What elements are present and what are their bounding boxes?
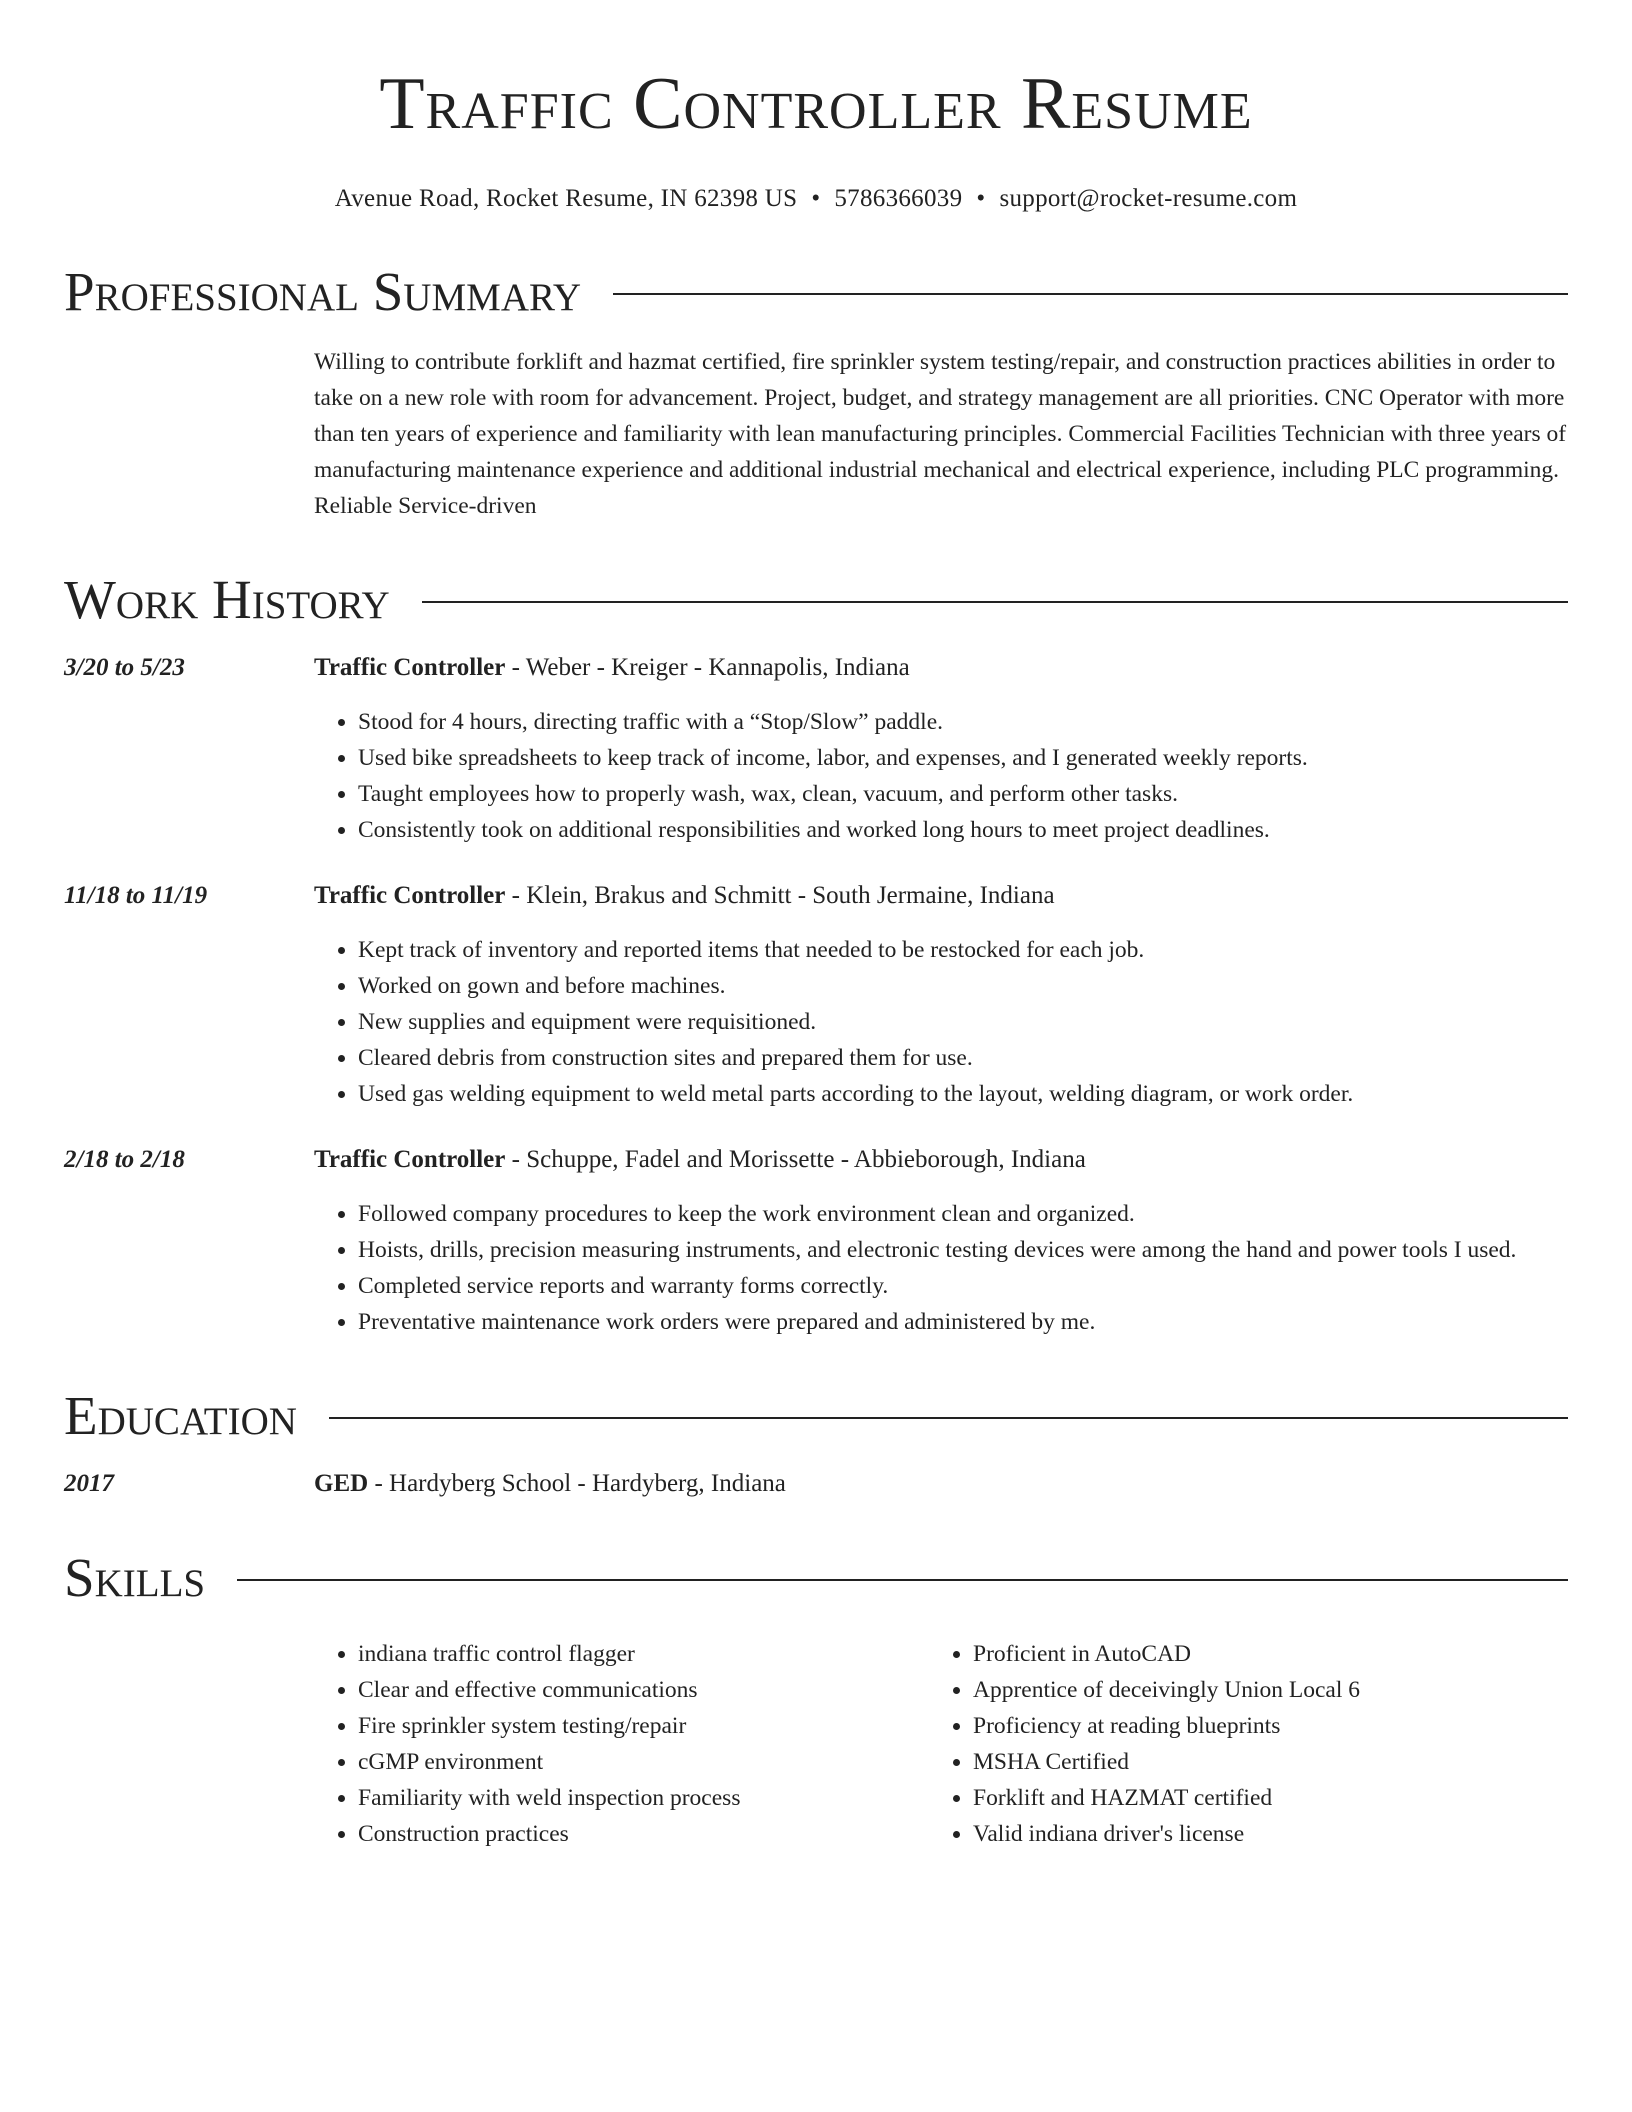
job-title: Traffic Controller	[314, 654, 506, 681]
education-body	[314, 1466, 1568, 1502]
contact-email: support@rocket-resume.com	[999, 185, 1298, 212]
section-title-summary: Professional Summary	[64, 261, 582, 322]
skill-item: • Proficient in AutoCAD	[973, 1636, 1544, 1672]
education-year: 2017	[64, 1470, 114, 1497]
section-header-skills	[64, 1546, 1568, 1610]
work-bullets	[314, 932, 1568, 1112]
work-entry	[64, 878, 1568, 1112]
work-entry	[64, 650, 1568, 848]
contact-address: Avenue Road, Rocket Resume, IN 62398 US	[334, 185, 798, 212]
section-divider	[613, 293, 1568, 295]
work-body	[314, 878, 1568, 1112]
section-title-education: Education	[64, 1385, 297, 1446]
work-title-line	[314, 650, 1568, 686]
work-bullets	[314, 1196, 1568, 1340]
job-title: Traffic Controller	[314, 882, 506, 909]
section-header-education	[64, 1384, 1568, 1448]
skills-column-right	[929, 1636, 1544, 1852]
work-bullet: • Followed company procedures to keep the work environment clean and organized.	[358, 1196, 1568, 1232]
contact-separator: •	[976, 185, 986, 212]
work-bullet: • Hoists, drills, precision measuring instruments, and electronic testing devices were among the hand and power tools I used.	[358, 1232, 1568, 1268]
work-title-line	[314, 878, 1568, 914]
contact-separator: •	[811, 185, 821, 212]
skills-column-left	[314, 1636, 929, 1852]
work-bullet: • Taught employees how to properly wash, wax, clean, vacuum, and perform other tasks.	[358, 776, 1568, 812]
work-bullet: • New supplies and equipment were requisitioned.	[358, 1004, 1568, 1040]
work-body	[314, 1142, 1568, 1340]
work-dates: 11/18 to 11/19	[64, 882, 208, 909]
work-bullet: • Used bike spreadsheets to keep track of income, labor, and expenses, and I generated weekly reports.	[358, 740, 1568, 776]
section-divider	[422, 601, 1568, 603]
skill-item: • Construction practices	[358, 1816, 929, 1852]
section-title-work: Work History	[64, 569, 390, 630]
job-details: - Weber - Kreiger - Kannapolis, Indiana	[505, 654, 910, 681]
summary-text: Willing to contribute forklift and hazmat certified, fire sprinkler system testing/repair, and construction practices abilities in order to take on a new role with room for advancement. Project, budget, and strategy management are all priorities. CNC Operator with more than ten years of experience and familiarity with lean manufacturing principles. Commercial Facilities Technician with three years of manufacturing maintenance experience and additional industrial mechanical and electrical experience, including PLC programming. Reliable Service-driven	[314, 349, 1567, 519]
section-divider	[329, 1417, 1568, 1419]
skill-item: • indiana traffic control flagger	[358, 1636, 929, 1672]
work-bullet: • Cleared debris from construction sites and prepared them for use.	[358, 1040, 1568, 1076]
skill-item: • Clear and effective communications	[358, 1672, 929, 1708]
job-title: Traffic Controller	[314, 1146, 506, 1173]
work-bullets	[314, 704, 1568, 848]
work-bullet: • Consistently took on additional responsibilities and worked long hours to meet project deadlines.	[358, 812, 1568, 848]
contact-line	[64, 182, 1568, 216]
section-title-skills: Skills	[64, 1547, 206, 1608]
work-bullet: • Worked on gown and before machines.	[358, 968, 1568, 1004]
work-bullet: • Preventative maintenance work orders were prepared and administered by me.	[358, 1304, 1568, 1340]
contact-phone: 5786366039	[834, 185, 963, 212]
skill-item: • MSHA Certified	[973, 1744, 1544, 1780]
skill-item: • cGMP environment	[358, 1744, 929, 1780]
skill-item: • Fire sprinkler system testing/repair	[358, 1708, 929, 1744]
work-bullet: • Used gas welding equipment to weld metal parts according to the layout, welding diagram, or work order.	[358, 1076, 1568, 1112]
skill-item: • Proficiency at reading blueprints	[973, 1708, 1544, 1744]
work-dates: 2/18 to 2/18	[64, 1146, 185, 1173]
resume-title: Traffic Controller Resume	[379, 63, 1253, 145]
work-bullet: • Completed service reports and warranty forms correctly.	[358, 1268, 1568, 1304]
skill-item: • Familiarity with weld inspection process	[358, 1780, 929, 1816]
education-details: - Hardyberg School - Hardyberg, Indiana	[368, 1470, 786, 1497]
job-details: - Schuppe, Fadel and Morissette - Abbieborough, Indiana	[505, 1146, 1086, 1173]
work-dates: 3/20 to 5/23	[64, 654, 185, 681]
skill-item: • Valid indiana driver's license	[973, 1816, 1544, 1852]
section-divider	[237, 1579, 1568, 1581]
work-bullet: • Stood for 4 hours, directing traffic with a “Stop/Slow” paddle.	[358, 704, 1568, 740]
skill-item: • Forklift and HAZMAT certified	[973, 1780, 1544, 1816]
section-header-summary	[64, 260, 1568, 324]
skills-list	[314, 1636, 1568, 1852]
job-details: - Klein, Brakus and Schmitt - South Jermaine, Indiana	[505, 882, 1055, 909]
work-body	[314, 650, 1568, 848]
education-degree: GED	[314, 1470, 369, 1497]
section-header-work	[64, 568, 1568, 632]
education-entry	[64, 1466, 1568, 1502]
education-title-line	[314, 1466, 1568, 1502]
work-bullet: • Kept track of inventory and reported items that needed to be restocked for each job.	[358, 932, 1568, 968]
work-title-line	[314, 1142, 1568, 1178]
skill-item: • Apprentice of deceivingly Union Local 6	[973, 1672, 1544, 1708]
work-entry	[64, 1142, 1568, 1340]
